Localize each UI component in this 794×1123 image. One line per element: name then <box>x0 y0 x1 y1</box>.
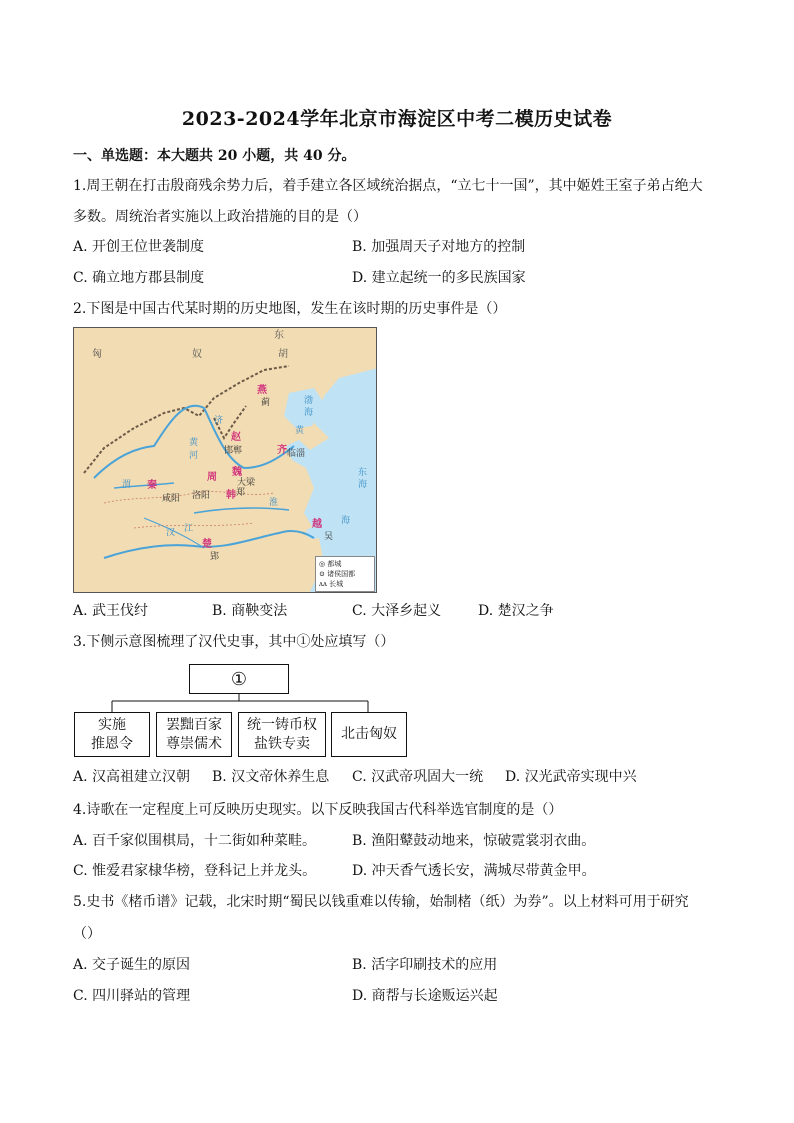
legend-state-capital: ⊙ 诸侯国都 <box>319 570 356 578</box>
map-state-han: 韩 <box>226 490 236 501</box>
map-label-dong: 东 <box>274 330 284 341</box>
map-state-qi: 齐 <box>277 445 287 456</box>
q2-stem: 2.下图是中国古代某时期的历史地图，发生在该时期的历史事件是（） <box>73 301 507 317</box>
q3-option-d[interactable]: D. 汉光武帝实现中兴 <box>505 769 637 785</box>
q4-option-b[interactable]: B. 渔阳鼙鼓动地来，惊破霓裳羽衣曲。 <box>352 833 596 849</box>
map-state-qin: 秦 <box>147 480 157 491</box>
legend-great-wall: ʌʌ 长城 <box>319 580 344 588</box>
map-label-xiong: 匈 <box>92 349 102 360</box>
q4-option-c[interactable]: C. 惟爱君家棣华榜，登科记上并龙头。 <box>73 863 317 879</box>
q4-option-d[interactable]: D. 冲天香气透长安，满城尽带黄金甲。 <box>352 863 596 879</box>
q2-option-d[interactable]: D. 楚汉之争 <box>478 603 554 619</box>
map-state-zhou: 周 <box>207 472 217 483</box>
q1-option-d[interactable]: D. 建立起统一的多民族国家 <box>352 270 526 286</box>
diagram-box-zhubi: 统一铸币权 盐铁专卖 <box>238 712 326 757</box>
map-city-luoyang: 洛阳 <box>192 491 211 501</box>
q1-stem-line1: 1.周王朝在打击殷商残余势力后，着手建立各区域统治据点，“立七十一国”，其中姬姓王室子弟占绝大 <box>73 178 703 194</box>
q2-option-b[interactable]: B. 商鞅变法 <box>212 603 288 619</box>
q5-option-c[interactable]: C. 四川驿站的管理 <box>73 988 191 1004</box>
map-sea-dong-hai: 海 <box>358 480 368 490</box>
map-sea-bo: 渤 <box>304 396 314 406</box>
q3-option-a[interactable]: A. 汉高祖建立汉朝 <box>73 769 191 785</box>
q2-option-a[interactable]: A. 武王伐纣 <box>73 603 149 619</box>
legend-capital: ◎ 都城 <box>319 560 342 568</box>
map-sea-dong: 东 <box>358 468 368 478</box>
map-city-wu: 吴 <box>324 532 334 542</box>
map-state-yue: 越 <box>312 519 322 530</box>
map-sea-huang: 黄 <box>295 426 305 436</box>
q4-stem: 4.诗歌在一定程度上可反映历史现实。以下反映我国古代科举选官制度的是（） <box>73 802 563 818</box>
map-river-ji: 济 <box>214 416 224 426</box>
map-river-jiang: 江 <box>184 524 194 534</box>
map-state-yan: 燕 <box>257 385 267 396</box>
q3-stem: 3.下侧示意图梳理了汉代史事，其中①处应填写（） <box>73 634 395 650</box>
map-sea-bo-hai: 海 <box>304 408 314 418</box>
q1-option-a[interactable]: A. 开创王位世袭制度 <box>73 239 205 255</box>
q5-option-a[interactable]: A. 交子诞生的原因 <box>73 957 191 973</box>
map-river-huang: 黄 <box>189 438 199 448</box>
map-state-wei: 魏 <box>232 467 242 478</box>
page-title: 2023-2024学年北京市海淀区中考二模历史试卷 <box>181 108 613 130</box>
map-river-wei: 渭 <box>122 480 132 490</box>
q5-stem-line2: （） <box>73 926 101 942</box>
map-city-xianyang: 咸阳 <box>162 494 181 504</box>
map-city-handan: 邯郸 <box>224 446 243 456</box>
diagram-top-box: ① <box>189 664 289 694</box>
map-state-chu: 楚 <box>202 539 212 550</box>
q5-option-b[interactable]: B. 活字印刷技术的应用 <box>352 957 498 973</box>
diagram-box-tuienling: 实施 推恩令 <box>74 712 150 757</box>
q3-option-c[interactable]: C. 汉武帝巩固大一统 <box>352 769 484 785</box>
map-river-he: 河 <box>189 451 199 461</box>
q5-option-d[interactable]: D. 商帮与长途贩运兴起 <box>352 988 498 1004</box>
map-city-daliang: 大梁 <box>237 478 256 488</box>
q1-option-b[interactable]: B. 加强周天子对地方的控制 <box>352 239 526 255</box>
q2-option-c[interactable]: C. 大泽乡起义 <box>352 603 442 619</box>
section-heading: 一、单选题：本大题共 20 小题，共 40 分。 <box>73 148 356 164</box>
map-city-zheng: 郑 <box>236 488 246 498</box>
map-city-ying: 郢 <box>210 552 220 562</box>
q1-option-c[interactable]: C. 确立地方郡县制度 <box>73 270 205 286</box>
map-river-han: 汉 <box>166 528 176 538</box>
map-label-nu: 奴 <box>192 349 202 360</box>
map-state-zhao: 赵 <box>231 432 241 443</box>
q5-stem-line1: 5.史书《楮币谱》记载，北宋时期“蜀民以钱重难以传输，始制楮（纸）为券”。以上材料可用于研究 <box>73 894 689 910</box>
diagram-box-rujia: 罢黜百家 尊崇儒术 <box>156 712 232 757</box>
map-river-huai: 淮 <box>269 498 279 508</box>
q4-option-a[interactable]: A. 百千家似围棋局，十二街如种菜畦。 <box>73 833 317 849</box>
q1-stem-line2: 多数。周统治者实施以上政治措施的目的是（） <box>73 209 367 225</box>
map-label-hu: 胡 <box>278 349 288 360</box>
map-city-ji: 蓟 <box>261 398 271 408</box>
map-sea-huang-hai: 海 <box>341 516 351 526</box>
map-city-linzi: 临淄 <box>287 449 306 459</box>
q3-option-b[interactable]: B. 汉文帝休养生息 <box>212 769 330 785</box>
diagram-box-xiongnu: 北击匈奴 <box>331 712 407 757</box>
